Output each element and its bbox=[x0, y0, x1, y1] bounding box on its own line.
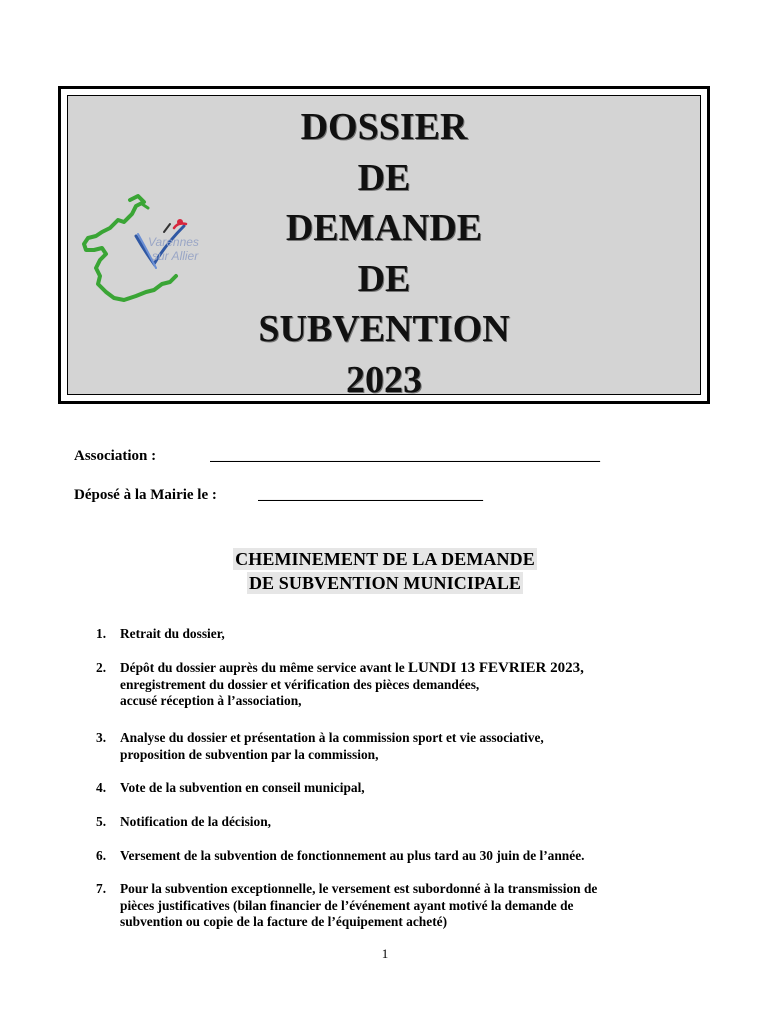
step-line: Notification de la décision, bbox=[120, 814, 272, 829]
deadline-date: LUNDI 13 FEVRIER 2023, bbox=[408, 660, 584, 676]
association-field[interactable]: ____________________________________________________ bbox=[210, 448, 600, 464]
step-number: 6. bbox=[96, 848, 107, 863]
step-text bbox=[120, 814, 690, 831]
title-line-6: 2023 bbox=[346, 358, 422, 401]
step-text bbox=[120, 660, 690, 710]
step-line: Analyse du dossier et présentation à la commission sport et vie associative, bbox=[120, 730, 544, 745]
step-line: Vote de la subvention en conseil municipal, bbox=[120, 780, 365, 795]
step-number: 4. bbox=[96, 780, 107, 795]
step-text bbox=[120, 848, 690, 865]
section-heading-line1: CHEMINEMENT DE LA DEMANDE bbox=[235, 549, 535, 569]
step-text bbox=[120, 626, 690, 643]
title-line-3: DEMANDE bbox=[285, 207, 483, 249]
depose-label: Déposé à la Mairie le : bbox=[74, 487, 217, 503]
section-heading-line2: DE SUBVENTION MUNICIPALE bbox=[248, 573, 522, 593]
depose-date-field[interactable]: ______________________________ bbox=[258, 487, 483, 503]
step-text bbox=[120, 881, 690, 931]
step-line: Versement de la subvention de fonctionnement au plus tard au 30 juin de l’année. bbox=[120, 848, 585, 863]
title-line-4: DE bbox=[357, 257, 411, 300]
step-number: 5. bbox=[96, 814, 107, 829]
logo-text-line2: sur Allier bbox=[152, 249, 199, 263]
step-line: accusé réception à l’association, bbox=[120, 693, 302, 708]
step-number: 2. bbox=[96, 660, 107, 675]
step-number: 7. bbox=[96, 881, 107, 896]
page-number: 1 bbox=[381, 946, 389, 961]
step-text bbox=[120, 780, 690, 797]
title-line-1: DOSSIER bbox=[300, 106, 468, 148]
step-text bbox=[120, 730, 690, 763]
step-line: Retrait du dossier, bbox=[120, 626, 225, 641]
step-line: proposition de subvention par la commission, bbox=[120, 746, 379, 762]
title-background bbox=[67, 95, 701, 401]
step-line: subvention ou copie de la facture de l’équipement acheté) bbox=[120, 914, 448, 929]
step-number: 1. bbox=[96, 626, 107, 641]
step-number: 3. bbox=[96, 730, 107, 745]
step-line bbox=[120, 660, 690, 677]
title-box bbox=[58, 86, 710, 404]
step-line-part: Dépôt du dossier auprès du même service avant le bbox=[120, 660, 405, 675]
association-label: Association : bbox=[74, 448, 157, 464]
title-line-5: SUBVENTION bbox=[258, 308, 510, 350]
title-text bbox=[68, 102, 700, 405]
step-line: enregistrement du dossier et vérification des pièces demandées, bbox=[120, 676, 480, 692]
step-line: Pour la subvention exceptionnelle, le versement est subordonné à la transmission de bbox=[120, 881, 598, 896]
section-heading bbox=[0, 548, 770, 596]
step-line: pièces justificatives (bilan financier de l’événement ayant motivé la demande de bbox=[120, 897, 574, 913]
title-line-2: DE bbox=[357, 156, 411, 199]
logo-text-line1: Varennes bbox=[148, 235, 199, 249]
